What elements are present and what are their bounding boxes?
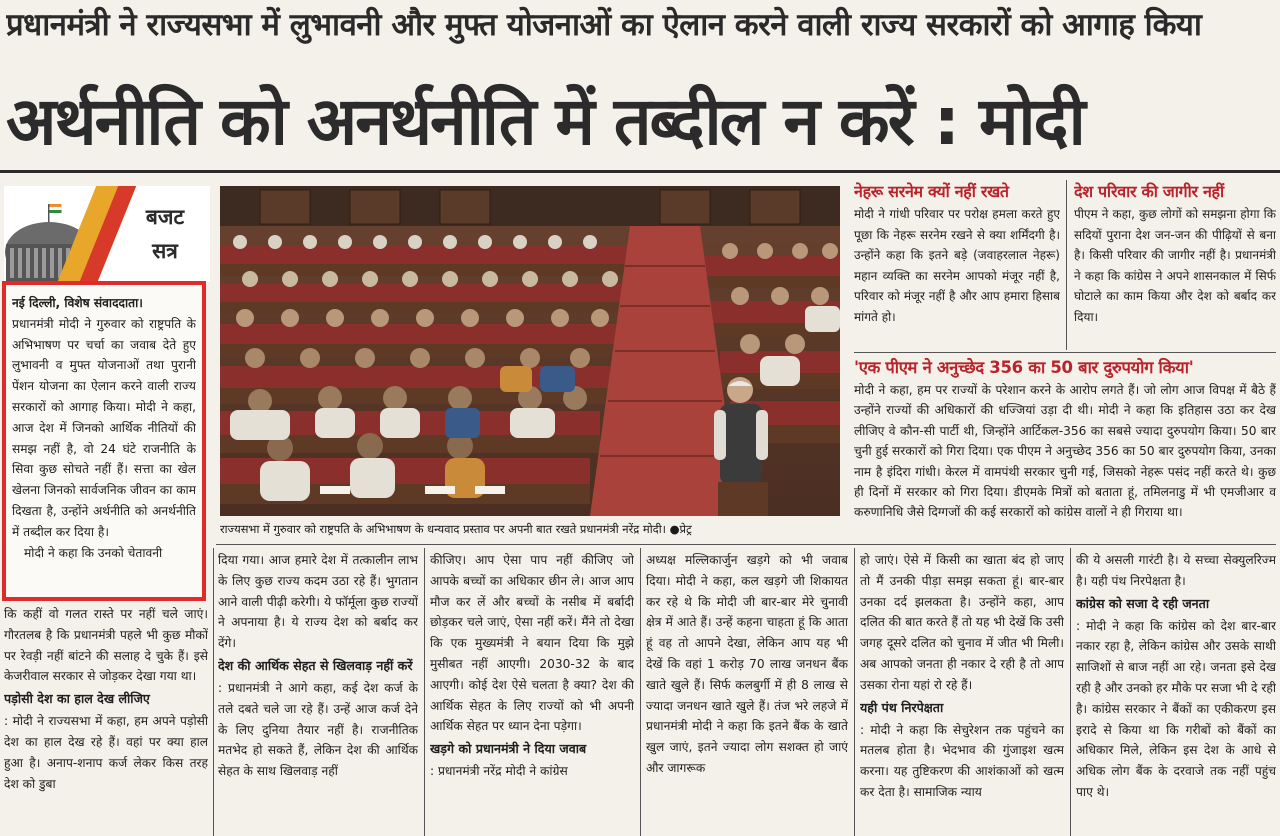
- headline-rule: [0, 170, 1280, 173]
- subheading: कांग्रेस को सजा दे रही जनता: [1076, 595, 1210, 611]
- subheading: यही पंथ निरपेक्षता: [860, 699, 944, 715]
- column-paragraph: की ये असली गारंटी है। ये सच्चा सेक्युलरिज्म है। यही पंथ निरपेक्षता है।: [1076, 553, 1276, 588]
- sidebar-title: नेहरू सरनेम क्यों नहीं रखते: [854, 182, 1009, 201]
- budget-session-badge: [4, 186, 210, 282]
- sidebar-title: देश परिवार की जागीर नहीं: [1074, 182, 1224, 201]
- kicker-headline: प्रधानमंत्री ने राज्यसभा में लुभावनी और मुफ्त योजनाओं का ऐलान करने वाली राज्य सरकारों को आगाह किया: [6, 7, 1202, 43]
- sidebar-title: 'एक पीएम ने अनुच्छेद 356 का 50 बार दुरुपयोग किया': [854, 358, 1194, 377]
- main-headline: अर्थनीति को अनर्थनीति में तब्दील न करें : मोदी: [6, 83, 1084, 160]
- lead-paragraph-2: मोदी ने कहा कि उनको चेतावनी: [24, 545, 163, 560]
- column-paragraph: हो जाएं। ऐसे में किसी का खाता बंद हो जाए तो मैं उनकी पीड़ा समझ सकता हूं। बार-बार उनका दर्द झलकता है। उन्होंने कहा, आप दलित की बात करते हैं तो यह भी देखें कि उसी जगह दूसरे दलित को चुनाव में जीत भी मिली। अब आपको जनता ही नकार दे रही है तो आप उसका रोना यहां रो रहे हैं।: [860, 553, 1064, 692]
- article-column-1: [4, 604, 208, 836]
- budget-badge-text: बजट सत्र: [145, 205, 185, 263]
- column-paragraph: : प्रधानमंत्री ने आगे कहा, कई देश कर्ज के तले दबते चले जा रहे हैं। उन्हें आज कर्ज देने के लिए दुनिया तैयार नहीं है। राजनीतिक मतभेद हो सकते हैं, लेकिन देश की आर्थिक सेहत के साथ खिलवाड़ नहीं: [218, 680, 418, 779]
- column-paragraph: कीजिए। आप ऐसा पाप नहीं कीजिए जो आपके बच्चों का अधिकार छीन ले। आज आप मौज कर लें और बच्चों के नसीब में बर्बादी छोड़कर चले जाएं, ऐसा नहीं करें। मैंने तो देखा कि एक मुख्यमंत्री ने बयान दिया कि मुझे मुसीबत नहीं आएगी। 2030-32 के बाद आएगी। कोई देश ऐसे चलता है क्या? देश की आर्थिक सेहत के लिए राज्यों को भी अपनी आर्थिक सेहत पर ध्यान देना पड़ेगा।: [430, 553, 634, 734]
- article-column-3: [430, 550, 634, 836]
- sidebar-body: पीएम ने कहा, कुछ लोगों को समझना होगा कि सदियों पुराना देश जन-जन की पीढ़ियों से बना है। किसी परिवार की जागीर नहीं है। प्रधानमंत्री ने कहा कि कांग्रेस ने अपने शासनकाल में सिर्फ घोटाले का काम किया और देश को बर्बाद कर दिया।: [1074, 207, 1276, 324]
- column-paragraph: दिया गया। आज हमारे देश में तत्कालीन लाभ के लिए कुछ राज्य कदम उठा रहे हैं। भुगतान आने वाली पीढ़ी करेगी। ये फॉर्मूला कुछ राज्यों ने अपनाया है। ये राज्य देश को बर्बाद कर देंगे।: [218, 553, 418, 651]
- subheading: खड़गे को प्रधानमंत्री ने दिया जवाब: [430, 741, 587, 757]
- photo-caption: राज्यसभा में गुरुवार को राष्ट्रपति के अभिभाषण के धन्यवाद प्रस्ताव पर अपनी बात रखते प्रधानमंत्री नरेंद्र मोदी। ●प्रेट्र: [220, 522, 692, 536]
- article-column-5: [860, 550, 1064, 836]
- column-paragraph: : मोदी ने राज्यसभा में कहा, हम अपने पड़ोसी देश का हाल देख रहे हैं। वहां पर क्या हाल हुआ है। अनाप-शनाप कर्ज लेकर किस तरह देश को डुबा: [4, 714, 208, 791]
- article-column-6: [1076, 550, 1276, 836]
- column-paragraph: : मोदी ने कहा कि सेचुरेशन तक पहुंचने का मतलब होता है। भेदभाव की गुंजाइश खत्म करना। यह तुष्टिकरण की आशंकाओं को खत्म कर देता है। सामाजिक न्याय: [860, 722, 1064, 799]
- dateline: नई दिल्ली, विशेष संवाददाता।: [12, 296, 143, 310]
- article-column-4: [646, 550, 848, 836]
- column-paragraph: कि कहीं वो गलत रास्ते पर नहीं चले जाएं। गौरतलब है कि प्रधानमंत्री पहले भी कुछ मौकों पर रेवड़ी नहीं बांटने की सलाह दे चुके हैं। इसे केजरीवाल सरकार से जोड़कर देखा गया था।: [4, 607, 208, 684]
- lead-box: [2, 281, 206, 601]
- subheading: पड़ोसी देश का हाल देख लीजिए: [4, 691, 150, 707]
- sidebar-nehru-surname: [854, 180, 1060, 350]
- column-paragraph: अध्यक्ष मल्लिकार्जुन खड़गे को भी जवाब दिया। मोदी ने कहा, कल खड़गे जी शिकायत कर रहे थे कि मोदी जी बार-बार मेरे चुनावी क्षेत्र में आते हैं। उन्हें कहना चाहता हूं कि आता हूं वह तो आपने देखा, लेकिन आप यह भी देखें कि वहां 1 करोड़ 70 लाख जनधन बैंक खाते खुले हैं। सिर्फ कलबुर्गी में ही 8 लाख से ज्यादा जनधन खाते खुले हैं। तंज भरे लहजे में प्रधानमंत्री मोदी ने कहा कि इतने बैंक के खाते खुल जाएं, इतने ज्यादा लोग सशक्त हो जाएं और जागरूक: [646, 553, 848, 775]
- sidebar-family-estate: [1074, 180, 1276, 350]
- sidebar-body: मोदी ने गांधी परिवार पर परोक्ष हमला करते हुए पूछा कि नेहरू सरनेम रखने से क्या शर्मिंदगी है। उन्होंने कहा कि इतने बड़े (जवाहरलाल नेहरू) महान व्यक्ति का सरनेम आपको मंजूर नहीं है, परिवार को मंजूर नहीं है और आप हमारा हिसाब मांगते हो।: [854, 207, 1060, 324]
- lead-paragraph: प्रधानमंत्री मोदी ने गुरुवार को राष्ट्रपति के अभिभाषण पर चर्चा का जवाब देते हुए लुभावनी व मुफ्त योजनाओं तथा पुरानी पेंशन योजना का ऐलान करने वाली राज्य सरकारों को आगाह किया। मोदी ने कहा, आज देश में जिनको आर्थिक नीतियों की समझ नहीं है, वो 24 घंटे राजनीति के सिवा कुछ सोचते नहीं हैं। सत्ता का खेल खेलना जिनको सार्वजनिक जीवन का काम दिखता है, उन्होंने अर्थनीति को अनर्थनीति में तब्दील कर दिया है।: [12, 316, 196, 539]
- parliament-session-image: [220, 186, 840, 516]
- sidebar-article-356: [854, 356, 1276, 542]
- article-column-2: [218, 550, 418, 836]
- rajya-sabha-photo: [220, 186, 840, 516]
- column-paragraph: : प्रधानमंत्री नरेंद्र मोदी ने कांग्रेस: [430, 764, 568, 779]
- column-paragraph: : मोदी ने कहा कि कांग्रेस को देश बार-बार नकार रहा है, लेकिन कांग्रेस और उसके साथी साजिशों से बाज नहीं आ रहे। जनता इसे देख रही है और उनको हर मौके पर सजा भी दे रही है। कांग्रेस सरकार ने बैंकों का एकीकरण इस इरादे से किया था कि गरीबों को बैंकों का अधिकार मिले, लेकिन इस देश के आधे से अधिक लोग बैंक के दरवाजे तक नहीं पहुंच पाए थे।: [1076, 618, 1276, 799]
- sidebar-body: मोदी ने कहा, हम पर राज्यों के परेशान करने के आरोप लगते हैं। जो लोग आज विपक्ष में बैठे हैं उन्होंने राज्यों की अधिकारों की धज्जियां उड़ा दी थी। मोदी ने कहा कि इतिहास उठा कर देख लीजिए वे कौन-सी पार्टी थी, जिन्होंने आर्टिकल-356 का सबसे ज्यादा दुरुपयोग किया। 50 बार चुनी हुई सरकारों को गिरा दिया। एक पीएम ने अनुच्छेद 356 का 50 बार दुरुपयोग किया, उनका नाम है इंदिरा गांधी। केरल में वामपंथी सरकार चुनी गई, जिसको नेहरू पसंद नहीं करते थे। कुछ ही दिनों में सरकार को गिरा दिया। डीएमके मित्रों को बताता हूं, तमिलनाडु में भी एमजीआर व करुणानिधि जैसे दिग्गजों की कई सरकारों को कांग्रेस वालों ने ही गिराया था।: [854, 383, 1276, 520]
- subheading: देश की आर्थिक सेहत से खिलवाड़ नहीं करें: [218, 657, 413, 673]
